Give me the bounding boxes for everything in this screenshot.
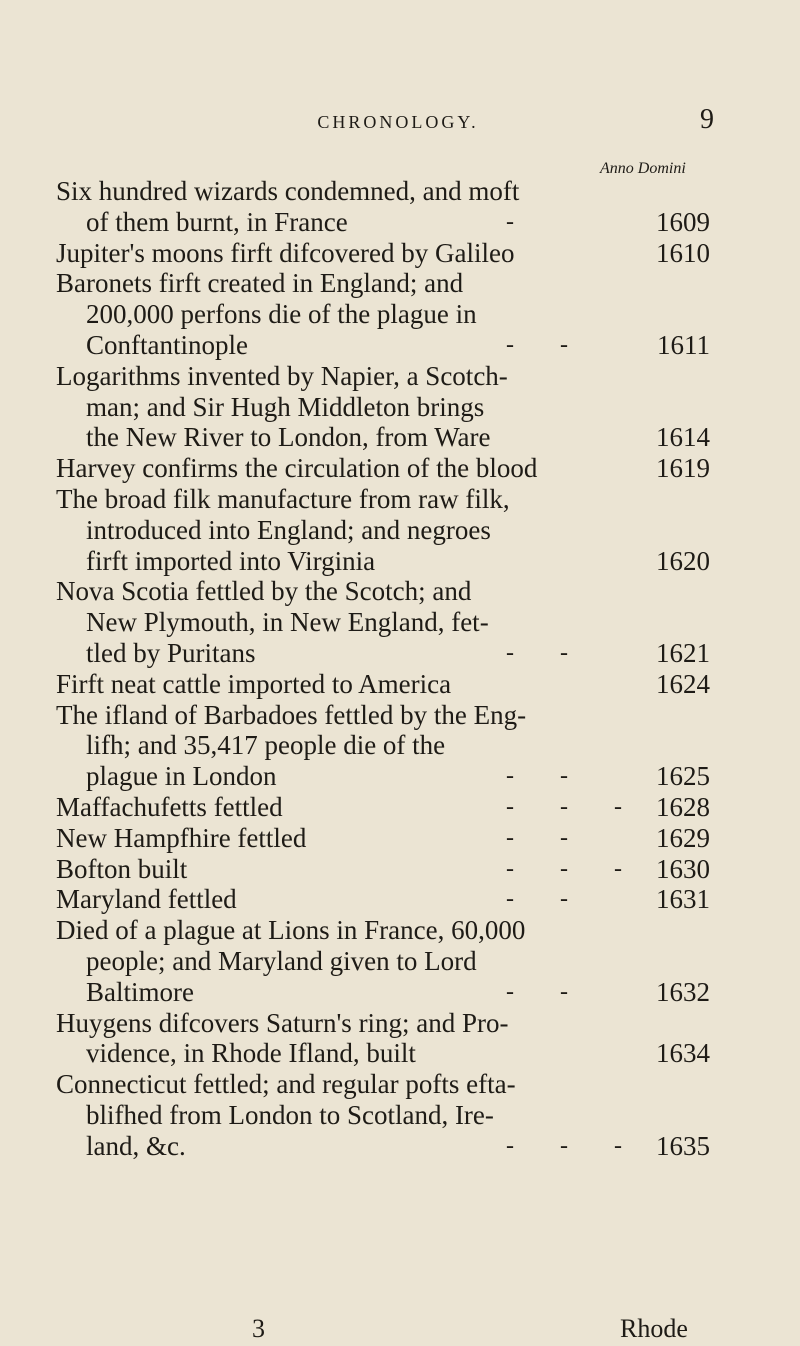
- chronology-entry: [56, 884, 716, 915]
- entry-text-line: New Hampfhire fettled: [56, 822, 307, 853]
- entry-text-line: tled by Puritans: [86, 637, 256, 668]
- chronology-entry: [56, 238, 716, 269]
- entry-year: 1632: [656, 976, 710, 1007]
- column-head-anno-domini: Anno Domini: [600, 160, 686, 177]
- entry-text-line: New Plymouth, in New England, fet-: [86, 607, 489, 638]
- entry-year: 1629: [656, 822, 710, 853]
- entry-text-line: firft imported into Virginia: [86, 545, 376, 576]
- chronology-entry: [56, 268, 716, 360]
- leader-dashes: - -: [506, 763, 588, 790]
- chronology-entry: [56, 361, 716, 453]
- chronology-entry: [56, 915, 716, 1007]
- chronology-entry: [56, 669, 716, 700]
- entry-year: 1630: [656, 853, 710, 884]
- entry-text-line: Jupiter's moons firft difcovered by Galileo: [56, 237, 515, 268]
- entry-year: 1631: [656, 884, 710, 915]
- entry-year: 1609: [656, 206, 710, 237]
- entry-text-line: blifhed from London to Scotland, Ire-: [86, 1099, 494, 1130]
- entry-text-line: the New River to London, from Ware: [86, 422, 491, 453]
- entry-text-line: people; and Maryland given to Lord: [86, 945, 477, 976]
- entry-year: 1620: [656, 545, 710, 576]
- entry-text-line: lifh; and 35,417 people die of the: [86, 730, 446, 761]
- entry-text-line: man; and Sir Hugh Middleton brings: [86, 391, 485, 422]
- leader-dashes: - -: [506, 824, 588, 851]
- catchword: Rhode: [620, 1314, 688, 1343]
- entry-text-line: The ifland of Barbadoes fettled by the Eng-: [56, 699, 527, 730]
- leader-dashes: - -: [506, 639, 588, 666]
- entry-year: 1611: [657, 329, 710, 360]
- leader-dashes: - -: [506, 978, 588, 1005]
- entry-text-line: Huygens difcovers Saturn's ring; and Pro-: [56, 1007, 509, 1038]
- entry-year: 1619: [656, 453, 710, 484]
- chronology-entry: [56, 700, 716, 792]
- running-head: CHRONOLOGY.: [317, 112, 479, 132]
- entry-year: 1628: [656, 791, 710, 822]
- entry-text-line: Logarithms invented by Napier, a Scotch-: [56, 360, 508, 391]
- leader-dashes: - -: [506, 886, 588, 913]
- entry-text-line: Harvey confirms the circulation of the blood: [56, 453, 538, 484]
- entry-text-line: vidence, in Rhode Ifland, built: [86, 1038, 416, 1069]
- chronology-entry: [56, 1008, 716, 1070]
- entry-text-line: Conftantinople: [86, 329, 248, 360]
- leader-dashes: - - -: [506, 793, 642, 820]
- entry-text-line: Nova Scotia fettled by the Scotch; and: [56, 576, 472, 607]
- entry-text-line: The broad filk manufacture from raw filk,: [56, 483, 510, 514]
- entry-text-line: Maryland fettled: [56, 884, 237, 915]
- leader-dashes: - - -: [506, 1132, 642, 1159]
- entry-text-line: Bofton built: [56, 853, 188, 884]
- entry-year: 1635: [656, 1130, 710, 1161]
- entry-text-line: of them burnt, in France: [86, 206, 348, 237]
- entry-year: 1634: [656, 1038, 710, 1069]
- entry-text-line: Firft neat cattle imported to America: [56, 668, 452, 699]
- entry-text-line: Connecticut fettled; and regular pofts efta-: [56, 1069, 516, 1100]
- signature-mark: 3: [252, 1314, 265, 1343]
- entry-text-line: 200,000 perfons die of the plague in: [86, 299, 477, 330]
- entry-year: 1614: [656, 422, 710, 453]
- entry-text-line: Baronets firft created in England; and: [56, 268, 464, 299]
- entry-text-line: land, &c.: [86, 1130, 186, 1161]
- leader-dashes: - - -: [506, 855, 642, 882]
- entry-text-line: plague in London: [86, 761, 277, 792]
- entry-year: 1610: [656, 237, 710, 268]
- entry-text-line: Baltimore: [86, 976, 194, 1007]
- chronology-entry: [56, 453, 716, 484]
- entry-year: 1625: [656, 761, 710, 792]
- chronology-entry: [56, 823, 716, 854]
- chronology-entry: [56, 176, 716, 238]
- chronology-entry: [56, 792, 716, 823]
- leader-dashes: -: [506, 208, 534, 235]
- leader-dashes: - -: [506, 331, 588, 358]
- page-number: 9: [700, 104, 714, 135]
- chronology-entry: [56, 1069, 716, 1161]
- chronology-entries: [56, 176, 716, 1162]
- chronology-entry: [56, 854, 716, 885]
- entry-text-line: Maffachufetts fettled: [56, 791, 283, 822]
- entry-year: 1624: [656, 668, 710, 699]
- entry-text-line: Six hundred wizards condemned, and moft: [56, 176, 520, 206]
- chronology-entry: [56, 484, 716, 576]
- entry-year: 1621: [656, 637, 710, 668]
- entry-text-line: introduced into England; and negroes: [86, 514, 491, 545]
- chronology-entry: [56, 576, 716, 668]
- entry-text-line: Died of a plague at Lions in France, 60,000: [56, 915, 526, 946]
